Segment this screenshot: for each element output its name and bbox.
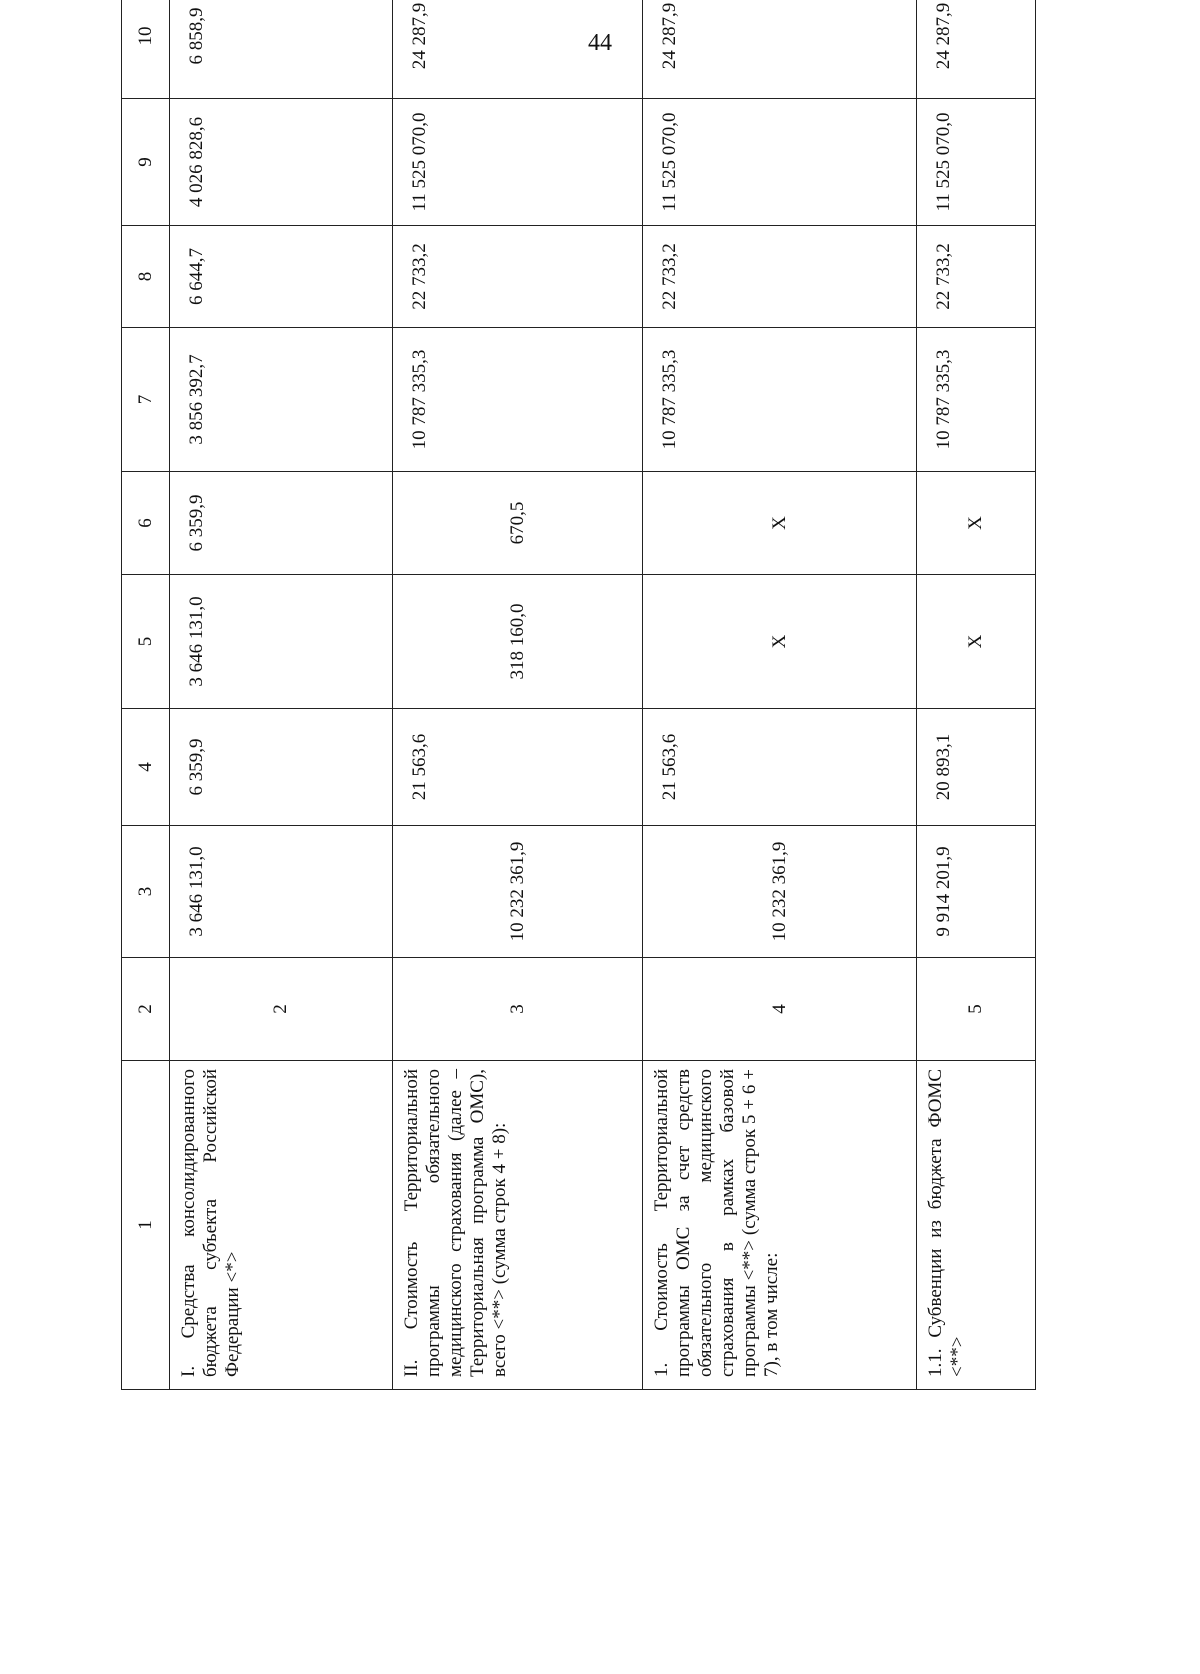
value-cell: 3 646 131,0 <box>170 575 393 709</box>
value-cell: 10 787 335,3 <box>643 328 917 472</box>
row-code: 2 <box>170 958 393 1061</box>
value-cell: 3 856 392,7 <box>170 328 393 472</box>
value-cell: X <box>917 575 1036 709</box>
table-row <box>393 0 643 1390</box>
column-header: 1 <box>122 1061 170 1390</box>
column-header: 8 <box>122 226 170 328</box>
table-row <box>643 0 917 1390</box>
column-header: 9 <box>122 99 170 226</box>
value-cell: 24 287,9 <box>393 0 643 99</box>
value-cell: 22 733,2 <box>643 226 917 328</box>
column-header: 7 <box>122 328 170 472</box>
value-cell: 21 563,6 <box>643 709 917 826</box>
value-cell: 11 525 070,0 <box>643 99 917 226</box>
column-header: 6 <box>122 472 170 575</box>
value-cell: X <box>643 472 917 575</box>
value-cell: 6 858,9 <box>170 0 393 99</box>
value-cell: 22 733,2 <box>917 226 1036 328</box>
row-description: 1. Стоимость Территориальной программы ОМС за счет средств обязательного медицинского страхования в рамках базовой программы <**> (сумма строк 5 + 6 + 7), в том числе: <box>643 1061 917 1390</box>
page-number: 44 <box>588 30 612 56</box>
row-description: 1.1. Субвенции из бюджета ФОМС <**> <box>917 1061 1036 1390</box>
column-header: 10 <box>122 0 170 99</box>
column-header: 2 <box>122 958 170 1061</box>
column-header: 3 <box>122 826 170 958</box>
value-cell: 6 644,7 <box>170 226 393 328</box>
value-cell: 22 733,2 <box>393 226 643 328</box>
column-header: 4 <box>122 709 170 826</box>
budget-table <box>121 0 1036 1390</box>
value-cell: 6 359,9 <box>170 709 393 826</box>
value-cell: 11 525 070,0 <box>917 99 1036 226</box>
table-row <box>170 0 393 1390</box>
value-cell: 3 646 131,0 <box>170 826 393 958</box>
value-cell: 6 359,9 <box>170 472 393 575</box>
value-cell: X <box>917 472 1036 575</box>
value-cell: 10 232 361,9 <box>643 826 917 958</box>
row-code: 5 <box>917 958 1036 1061</box>
value-cell: 10 232 361,9 <box>393 826 643 958</box>
value-cell: 11 525 070,0 <box>393 99 643 226</box>
value-cell: 24 287,9 <box>917 0 1036 99</box>
row-code: 4 <box>643 958 917 1061</box>
row-description: II. Стоимость Территориальной программы обязательного медицинского страхования (далее – Территориальная программа ОМС), всего <**> (сумма строк 4 + 8): <box>393 1061 643 1390</box>
value-cell: 10 787 335,3 <box>393 328 643 472</box>
value-cell: 9 914 201,9 <box>917 826 1036 958</box>
table-row <box>917 0 1036 1390</box>
value-cell: 21 563,6 <box>393 709 643 826</box>
table-container <box>121 2 1034 1390</box>
row-code: 3 <box>393 958 643 1061</box>
value-cell: 24 287,9 <box>643 0 917 99</box>
value-cell: 10 787 335,3 <box>917 328 1036 472</box>
value-cell: 20 893,1 <box>917 709 1036 826</box>
value-cell: 318 160,0 <box>393 575 643 709</box>
row-description: I. Средства консолидированного бюджета субъекта Российской Федерации <*> <box>170 1061 393 1390</box>
value-cell: X <box>643 575 917 709</box>
column-number-row <box>122 0 170 1390</box>
value-cell: 670,5 <box>393 472 643 575</box>
column-header: 5 <box>122 575 170 709</box>
value-cell: 4 026 828,6 <box>170 99 393 226</box>
